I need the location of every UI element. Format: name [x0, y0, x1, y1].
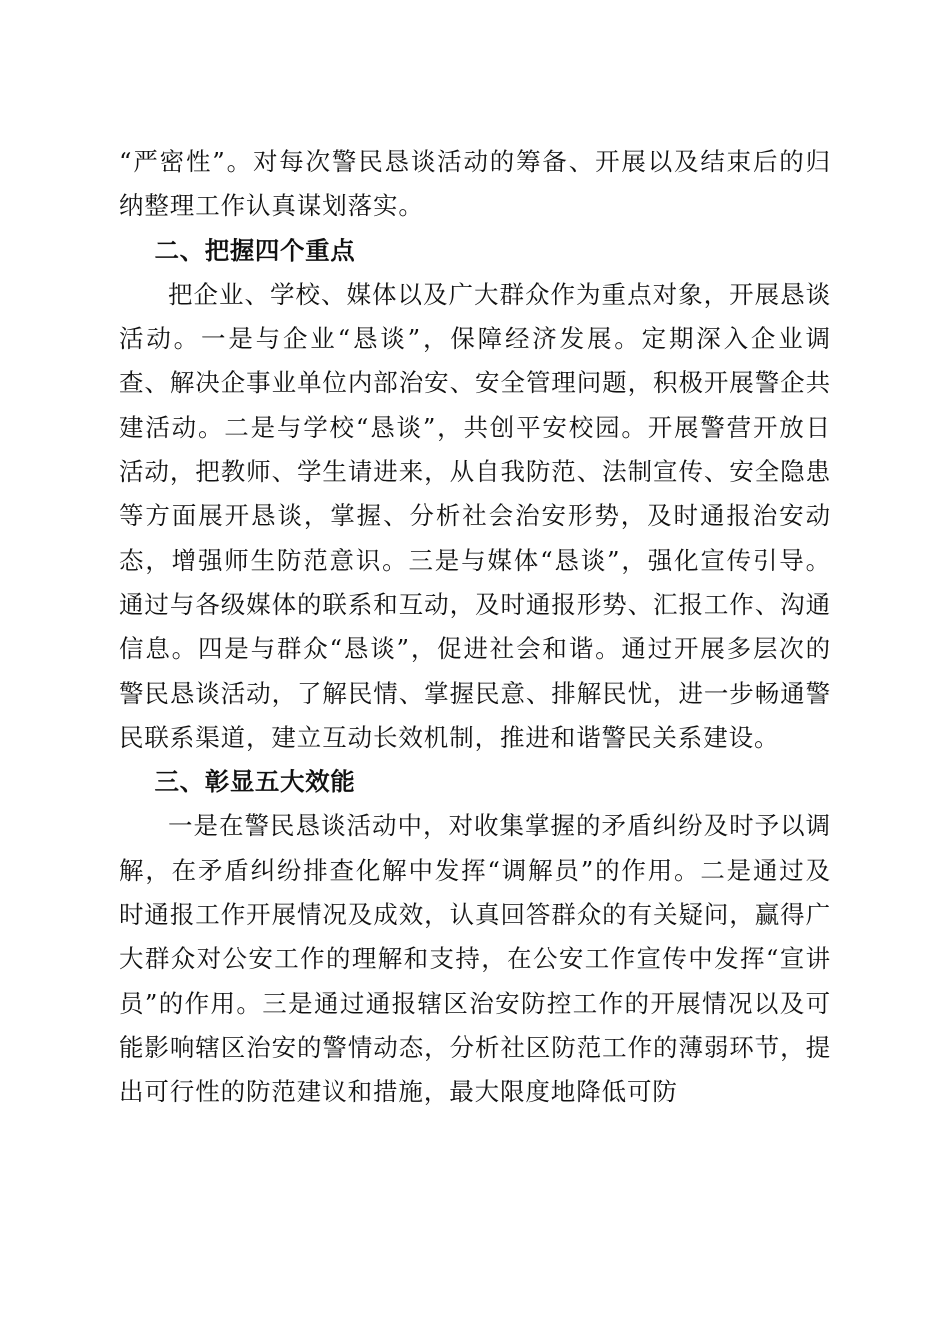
document-body — [119, 140, 831, 1115]
paragraph-five-effects: 一是在警民恳谈活动中，对收集掌握的矛盾纠纷及时予以调解，在矛盾纠纷排查化解中发挥“调解员”的作用。二是通过及时通报工作开展情况及成效，认真回答群众的有关疑问，赢得广大群众对公安工作的理解和支持，在公安工作宣传中发挥“宣讲员”的作用。三是通过通报辖区治安防控工作的开展情况以及可能影响辖区治安的警情动态，分析社区防范工作的薄弱环节，提出可行性的防范建议和措施，最大限度地降低可防 — [119, 811, 831, 1107]
paragraph-four-focuses: 把企业、学校、媒体以及广大群众作为重点对象，开展恳谈活动。一是与企业“恳谈”，保障经济发展。定期深入企业调查、解决企事业单位内部治安、安全管理问题，积极开展警企共建活动。二是与学校“恳谈”，共创平安校园。开展警营开放日活动，把教师、学生请进来，从自我防范、法制宣传、安全隐患等方面展开恳谈，掌握、分析社会治安形势，及时通报治安动态，增强师生防范意识。三是与媒体“恳谈”，强化宣传引导。通过与各级媒体的联系和互动，及时通报形势、汇报工作、沟通信息。四是与群众“恳谈”，促进社会和谐。通过开展多层次的警民恳谈活动，了解民情、掌握民意、排解民忧，进一步畅通警民联系渠道，建立互动长效机制，推进和谐警民关系建设。 — [119, 279, 831, 752]
section-heading-three: 三、彰显五大效能 — [154, 767, 356, 797]
paragraph-continued: “严密性”。对每次警民恳谈活动的筹备、开展以及结束后的归纳整理工作认真谋划落实。 — [119, 147, 831, 221]
section-heading-two: 二、把握四个重点 — [154, 235, 356, 265]
